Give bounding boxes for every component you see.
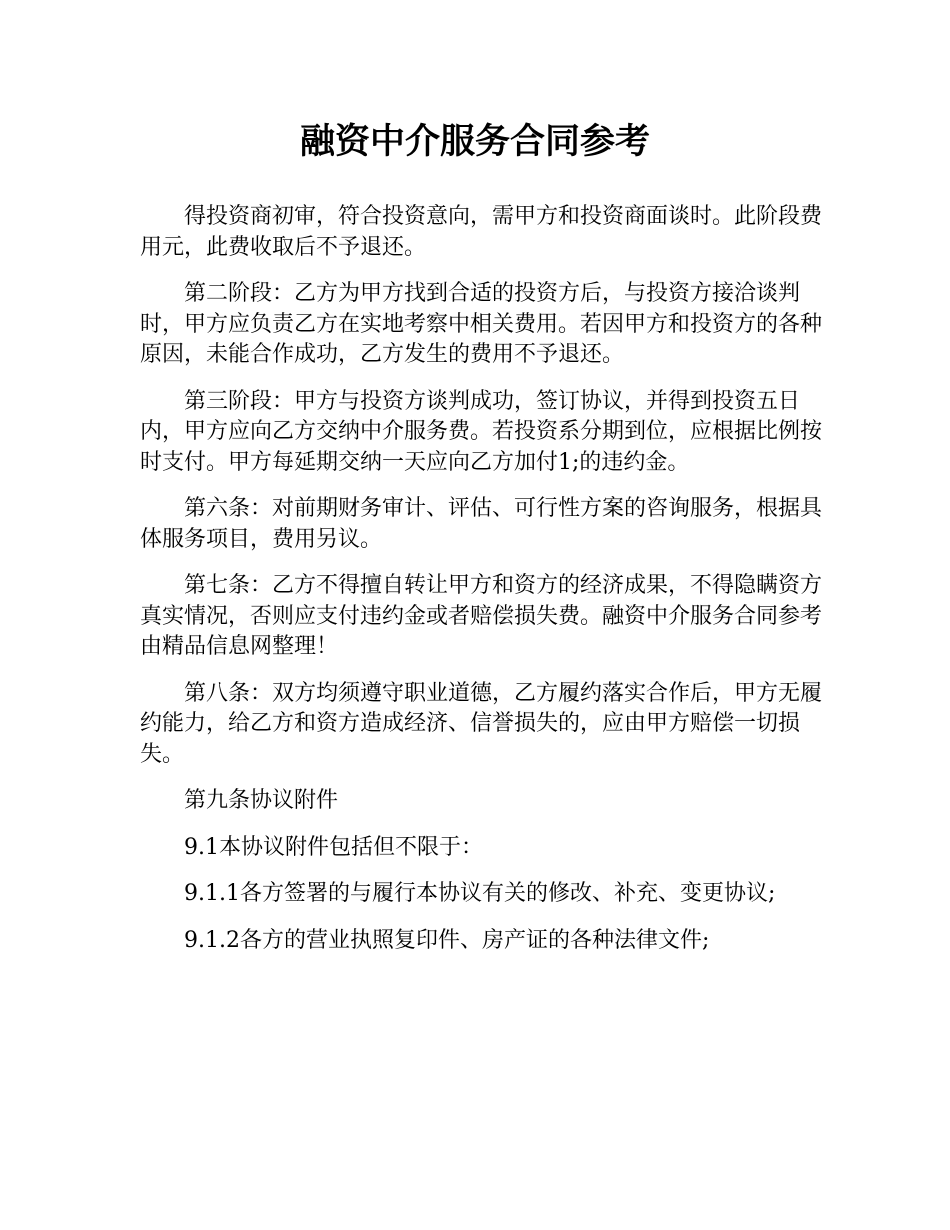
paragraph-stage-two: 第二阶段：乙方为甲方找到合适的投资方后，与投资方接洽谈判时，甲方应负责乙方在实地考察中相关费用。若因甲方和投资方的各种原因，未能合作成功，乙方发生的费用不予退还。 bbox=[140, 281, 823, 367]
document-title: 融资中介服务合同参考 bbox=[299, 122, 650, 162]
paragraph-clause-9-1-2: 9.1.2各方的营业执照复印件、房产证的各种法律文件; bbox=[184, 927, 710, 953]
paragraph-clause-9-1-1: 9.1.1各方签署的与履行本协议有关的修改、补充、变更协议; bbox=[184, 881, 776, 906]
paragraph-stage-three: 第三阶段：甲方与投资方谈判成功，签订协议，并得到投资五日内，甲方应向乙方交纳中介服务费。若投资系分期到位，应根据比例按时支付。甲方每延期交纳一天应向乙方加付1;的违约金。 bbox=[140, 388, 823, 475]
paragraph-article-six: 第六条：对前期财务审计、评估、可行性方案的咨询服务，根据具体服务项目，费用另议。 bbox=[140, 496, 823, 552]
document-body bbox=[140, 202, 830, 972]
paragraph-initial-review: 得投资商初审，符合投资意向，需甲方和投资商面谈时。此阶段费用元，此费收取后不予退还。 bbox=[140, 204, 823, 260]
paragraph-article-seven: 第七条：乙方不得擅自转让甲方和资方的经济成果，不得隐瞒资方真实情况，否则应支付违约金或者赔偿损失费。融资中介服务合同参考由精品信息网整理！ bbox=[140, 573, 823, 659]
paragraph-article-eight: 第八条：双方均须遵守职业道德，乙方履约落实合作后，甲方无履约能力，给乙方和资方造成经济、信誉损失的，应由甲方赔偿一切损失。 bbox=[140, 680, 823, 767]
paragraph-clause-9-1: 9.1本协议附件包括但不限于： bbox=[184, 834, 483, 860]
paragraph-article-nine-heading: 第九条协议附件 bbox=[184, 788, 339, 813]
